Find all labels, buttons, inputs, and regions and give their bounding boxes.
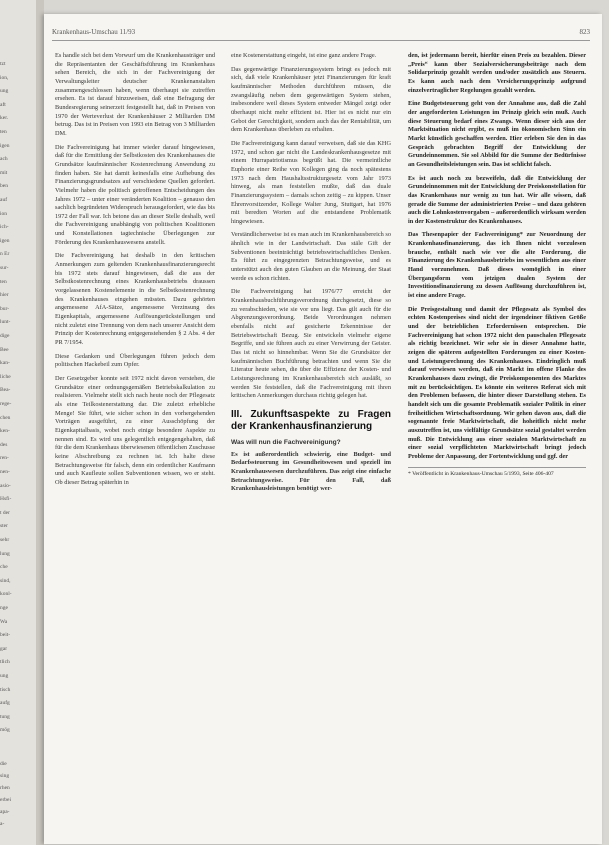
spine-text-fragment: tung [0, 713, 10, 720]
spine-text-fragment: kan- [0, 360, 10, 367]
paragraph: Es ist auch noch zu bezweifeln, daß die Entwicklung der Grundeinnommen mit der Entwicklung der Preiskonstellation für das Krankenhaus nur wenig zu tun hat. Wir alle wissen, daß gerade die Summe der administrierten Preise – und dazu gehören auch die Lohnkostenvorgaben – außerordentlich wirksam werden in der Kostenstruktur des Krankenhauses. [408, 174, 586, 225]
spine-text-fragment: Hsfi- [0, 496, 12, 503]
spine-text-fragment: dige [0, 333, 10, 339]
spine-text-fragment: des [0, 441, 8, 448]
paragraph: Eine Budgetsteuerung geht von der Annahme aus, daß die Zahl der angeforderten Leistungen im Prinzip gleich sein muß. Auch diese Steuerung bedarf eines Zwangs. Wenn dieser sich aus der Marktsituation nicht ergibt, es muß im ökonomischen Sinn ein Markt künstlich geschaffen werden. Hier erleben Sie den in das Gespräch gebrachten Begriff der Entwicklung der Grundeinnommen. Sie sol Abbild für die Summe der Bedürfnisse an Gesundheitsleistungen sein. Das ist schlicht falsch. [408, 100, 586, 168]
spine-text-fragment: sind, [0, 577, 11, 584]
spine-text-fragment: ker. [0, 115, 9, 122]
paragraph: Die Fachvereinigung kann darauf verweisen, daß sie das KHG 1972, und schon gar nicht die Landeskrankenhausgesetze mit einem Hurrapatriotismus begrüßt hat. Die vermeintliche Euphorie einer Reihe von Kollegen ging da noch spätestens 1973 nach dem Haushaltsstrukturgesetz vom Jahr 1973 hinweg, als man feststellen mußte, daß das duale Finanzierungssystem – damals schon zeitig – zu kippen. Unser Ehrenvorsitzender, Kollege Walter Jung, Stuttgart, hat 1976 mit beredten Worten auf die entstandene Problematik hingewiesen. [231, 139, 391, 225]
paragraph: Die Preisgestaltung und damit der Pflegesatz als Symbol des echten Kostenpreises sind nicht der irgendeiner fiktiven Größe und der betrieblichen Erfordernissen entsprechen. Die Fachvereinigung hat schon 1972 nicht den pauschalen Pflegesatz als richtig bezeichnet. Wir sehr sie in dieser Annahme hatte, zeigen die späteren aufgestellten Forderungen zu einer Kosten- und Leistungsrechnung des Krankenhauses. Eindringlich muß darauf verwiesen werden, daß ein Markt im offene Flanke des Krankenhauses dazu zwingt, die Preiskomponenten des Marktes mit zu berücksichtigen. Es könnte ein weiteres Referat sich mit den Problemen befassen, die hinter dieser Darstellung stehen. Es handelt sich um die gesamte Problematik sozialer Politik in einer freiheitlichen Wirtschaftsordnung. Wir gehen davon aus, daß die sogenannte freie Marktwirtschaft, die hoheitlich nicht mehr auszutreffen ist, uns vielfältige Grundsätze sozial gestaltet werden muß. Die Entwicklung aus einer sozialen Marktwirtschaft zu einer sozial verpflichteten Marktwirtschaft bringt jedoch Probleme der Anpassung, der Fortentwicklung und ggf. der [408, 305, 586, 460]
spine-text-fragment: beit- [0, 632, 11, 639]
spine-text-fragment: ren- [0, 455, 9, 462]
paragraph: Die Fachvereinigung hat 1976/77 erreicht der Krankenhausbuchführungsverordnung durchgesetzt, diese so zu verabschieden, wie sie vor uns liegt. Das gilt auch für die Abgrenzungsverordnung. Beide Verordnungen nehmen ebenfalls nicht auf gesicherte Erkenntnisse der Betriebswirtschaft Bezug. Sie entwickeln vielmehr eigene Begriffe, und sie führen auch zu einer Verwirrung der Geister. Das ist nicht so hinnehmbar. Wenn Sie die Grundsätze der kaufmännischen Buchführung betrachten und wenn Sie die Literatur heute sehen, die über die Effizienz der Kosten- und Leistungsrechnung im Krankenhausbereich sich ausläßt, so werden Sie feststellen, daß die Fachvereinigung mit ihren kritischen Anmerkungen durchaus richtig gelegen hat. [231, 288, 391, 400]
section-subheading: Was will nun die Fachvereinigung? [231, 438, 341, 446]
paragraph: Diese Gedanken und Überlegungen führen jedoch dem politischen Hackebeil zum Opfer. [55, 352, 215, 369]
spine-text-fragment: igen [0, 237, 10, 244]
spine-text-fragment: auf [0, 197, 8, 203]
spine-text-fragment: ung [0, 88, 9, 95]
spine-text-fragment: ster [0, 523, 8, 530]
spine-text-fragment: ken- [0, 428, 10, 435]
section-heading: III. Zukunftsaspekte zu Fragen der Krankenhausfinanzierung [231, 408, 391, 432]
spine-text-fragment: Bea- [0, 387, 11, 394]
spine-text-fragment: nge [0, 605, 8, 611]
paragraph: den, ist jedermann bereit, hierfür einen Preis zu bezahlen. Dieser „Preis“ kann über Sozialversicherungsbeiträge nach dem Solidarprinzip gezahlt werden und/oder zusätzlich aus Steuern. Es kann auch nach dem Versicherungsprinzip aufgrund einzelvertraglicher Regelungen gezahlt werden. [408, 52, 586, 94]
paragraph: Es ist außerordentlich schwierig, eine Budget- und Bedarfssteuerung im Gesundheitswesen und speziell im Krankenhauswesen durchzuführen. Das zeigt eine einfache Betrachtungsweise. Für den Fall, daß Krankenhausleistungen benötigt wer- [231, 450, 391, 493]
book-spine-margin [0, 0, 36, 845]
spine-text-fragment: Bee [0, 346, 9, 353]
spine-text-fragment: mög [0, 727, 10, 734]
spine-text-fragment: ben [0, 183, 8, 190]
spine-text-fragment: rege- [0, 401, 12, 407]
spine-text-fragment: ten [0, 278, 7, 285]
spine-text-fragment: konl- [0, 591, 12, 598]
spine-text-fragment: die [0, 761, 7, 767]
document-page [44, 14, 602, 844]
spine-text-fragment: aft [0, 101, 6, 108]
paragraph: Die Fachvereinigung hat deshalb in den kritischen Anmerkungen zum geltenden Krankenhausfinanzierungsrecht bis 1972 stets darauf hingewiesen, daß die aus der Selbstkostenrechnung eines Krankenhausbetriebs draussen vorgelassenen Kostenelemente in die Selbstkostenrechnung des Krankenhauses eingehen müssten. Dazu gehörten angemessene AfA-Sätze, angemessene Verzinsung des Eigenkapitals, angemessene Auflösungsrückstellungen und nicht zuletzt eine Trennung von dem nach unserer Ansicht dem Prinzip der Kostenrechnung entgegenstehenden § 2 Abs. 4 der PR 7/1954. [55, 252, 215, 346]
spine-text-fragment: tisch [0, 686, 11, 693]
spine-text-fragment: lunt- [0, 319, 11, 326]
spine-text-fragment: che [0, 564, 8, 571]
column-3 [408, 52, 586, 478]
spine-text-fragment: ten [0, 129, 7, 135]
running-header [52, 28, 590, 41]
spine-text-fragment: chen [0, 414, 11, 421]
page-gutter [36, 0, 44, 845]
column-1 [55, 52, 215, 493]
spine-text-fragment: liche [0, 373, 11, 380]
spine-text-fragment: gar [0, 645, 8, 652]
spine-text-fragment: sur- [0, 265, 9, 271]
paragraph: Das Thesenpapier der Fachvereinigung* zur Neuordnung der Krankenhausfinanzierung, das ich Ihnen nicht vorzulesen brauche, enthält nach wie vor die alte Forderung, die Finanzierung des Krankenhausbetriebs im wesentlichen aus einer Hand vorzunehmen. Daß dieses womöglich in einer Übergangsform vom jetzigen dualen System der Investitionsfinanzierung zu dessen Auflösung durchzuführen ist, ist eine andere Frage. [408, 231, 586, 300]
spine-text-fragment: t der [0, 509, 10, 516]
spine-text-fragment: aufg [0, 700, 10, 707]
spine-text-fragment: asio- [0, 482, 11, 489]
page-number: 823 [579, 28, 590, 36]
spine-text-fragment: n Er [0, 251, 10, 258]
spine-text-fragment: a- [0, 821, 5, 827]
paragraph: Die Fachvereinigung hat immer wieder darauf hingewiesen, daß für die Ermittlung der Selbstkosten des Krankenhauses die Grundsätze kaufmännischer Kostenrechnung Anwendung zu finden haben. Sie hat damit keinesfalls eine Aufhebung des Finanzierungsgrundsatzes auf verschiedene Quellen gefordert. Vielmehr haben die politisch getroffenen Entscheidungen des Jahres 1972 – unter einer veränderten Koalition – genauso den sachlich begründeten Widerspruch herausgefordert, wie das bis 1972 der Fall war. Ich betone das an dieser Stelle deshalb, weil die Fachvereinigung unabhängig von politischen Koalitionen und Konstellationen tagtechnische Überlegungen zur Förderung des Krankenhauswesens anstellt. [55, 143, 215, 246]
spine-text-fragment: erbei [0, 797, 11, 803]
paragraph: Der Gesetzgeber konnte seit 1972 nicht davon verstehen, die Grundsätze einer ordnungsgemäßen Betriebskalkulation zu realisieren. Vielmehr stellt sich nach heute noch der Pflegesatz als eine Teilkostenerstattung dar. Die zuletzt erhebliche Menge! Sie führt, wie sicher schon in den vorhergehenden Vorträgen ausgeführt, zu einer Ausschöpfung der Eigenkapitalbasis, wobei noch einige besondere Aspekte zu nennen sind. Es wird uns gelegentlich entgegengehalten, daß für die dem Krankenhaus überwiesenen öffentlichen Zuschusse keine Abschreibung zu rechnen ist. Ich halte diese Betrachtungsweise für falsch, denn ein ordentlicher Kaufmann und auch Kaufleute sollen Subventionen wissen, wo er steht. Ob dieser Betrag späterhin in [55, 374, 215, 486]
spine-text-fragment: ich- [0, 224, 9, 231]
spine-text-fragment: sehr [0, 537, 10, 543]
paragraph: Es handle sich bei dem Vorwurf um die Krankenhausträger und die Repräsentanten der Geschäftsführung im Krankenhaus sehen Bereich, die sich in der Fachvereinigung der Verwaltungsleiter deutscher Krankenanstalten zusammengeschlossen haben, wenn überhaupt sie zutreffen ersehen. Es ist darauf hinzuweisen, daß eine Befragung der Bundesregierung seinerzeit festgestellt hat, daß in Preisen von 1970 der Werteverlust der Krankenhäuser 2 Milliarden DM betrug. Das ist in Preisen von 1993 ein Betrag von 3 Milliarden DM. [55, 52, 215, 137]
spine-text-fragment: bur- [0, 305, 10, 312]
spine-text-fragment: lung [0, 550, 10, 557]
spine-text-fragment: hier [0, 292, 9, 299]
journal-issue: Krankenhaus-Umschau 11/93 [52, 28, 136, 36]
spine-text-fragment: ion [0, 210, 8, 217]
column-2 [231, 52, 391, 499]
spine-text-fragment: Wa [0, 618, 8, 625]
paragraph: Das gegenwärtige Finanzierungssystem bringt es jedoch mit sich, daß viele Krankenhäuser jetzt Finanzierungen für kraft kaufmännischer Methoden durchführen müssen, die zwangsläufig neben dem gegenwärtigen System stehen, insbesondere weil dieses System entweder Mängel zeigt oder überhaupt nicht mehr effizient ist. Hier ist es nicht nur ein Gebot der Gerechtigkeit, sondern auch das der Rentabilität, um dem Krankenhaus überleben zu erhalten. [231, 65, 391, 134]
footnote: * Veröffentlicht in Krankenhaus-Umschau 5/1993, Seite 406-407 [408, 467, 586, 478]
paragraph: eine Kostenerstattung eingeht, ist eine ganz andere Frage. [231, 52, 377, 59]
spine-text-fragment: nen- [0, 469, 10, 475]
spine-text-fragment: tlich [0, 659, 10, 666]
spine-text-fragment: apa- [0, 809, 10, 815]
spine-text-fragment: mit [0, 169, 8, 176]
spine-text-fragment: sing [0, 773, 10, 779]
paragraph: Verständlicherweise ist es man auch im Krankenhausbereich so ähnlich wie in der Landwirtschaft. Das stäle Gift der Subventionen beeinträchtigt betriebswirtschaftliches Denken. Es führt zu eingegrenzten Betrachtungsweise, und es unterstützt auch den guten Glauben an die Meinung, der Staat werde es schon richten. [231, 231, 391, 282]
spine-text-fragment: rhen [0, 785, 10, 791]
spine-text-fragment: tzt [0, 61, 6, 67]
spine-text-fragment: ung [0, 673, 9, 679]
spine-text-fragment: ach [0, 156, 8, 163]
spine-text-fragment: igen [0, 142, 10, 149]
spine-text-fragment: ion, [0, 74, 9, 81]
